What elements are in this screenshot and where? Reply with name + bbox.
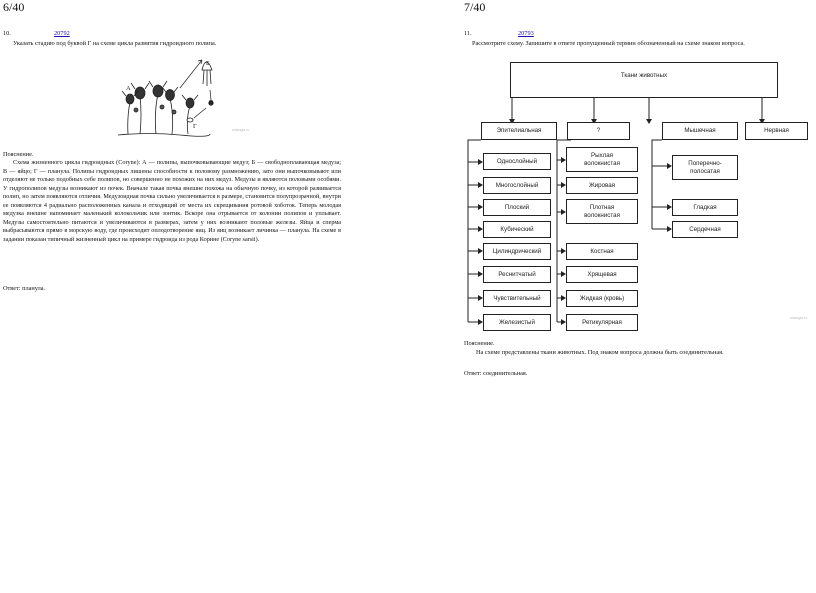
epithelial-item: Железистый xyxy=(483,314,551,331)
figure-label-b: Б xyxy=(206,60,210,67)
category-nervous: Нервная xyxy=(745,122,808,140)
question-number: 11. xyxy=(464,30,472,37)
epithelial-item: Плоский xyxy=(483,199,551,216)
explanation-title: Пояснение. xyxy=(464,340,495,347)
muscle-item: Поперечно- полосатая xyxy=(672,155,738,180)
muscle-item: Гладкая xyxy=(672,199,738,216)
epithelial-item: Кубический xyxy=(483,221,551,238)
question-prompt: Рассмотрите схему. Запишите в ответе пропущенный термин обозначенный на схеме знаком вопроса. xyxy=(472,40,745,47)
connective-item: Ретикулярная xyxy=(566,314,638,331)
explanation-title: Пояснение. xyxy=(3,151,34,158)
epithelial-item: Чувствительный xyxy=(483,290,551,307)
watermark: sdamgia.ru xyxy=(790,316,808,320)
connective-item: Жидкая (кровь) xyxy=(566,290,638,307)
question-id-link[interactable]: 20792 xyxy=(54,30,70,37)
page-number: 7/40 xyxy=(464,0,486,14)
connective-item: Костная xyxy=(566,243,638,260)
epithelial-item: Однослойный xyxy=(483,153,551,170)
epithelial-item: Цилиндрический xyxy=(483,243,551,260)
category-epithelial: Эпителиальная xyxy=(481,122,557,140)
connective-item: Жировая xyxy=(566,177,638,194)
page-number: 6/40 xyxy=(3,0,25,14)
connective-item: Рыхлая волокнистая xyxy=(566,147,638,172)
question-number: 10. xyxy=(3,30,11,37)
category-muscle: Мышечная xyxy=(662,122,738,140)
muscle-item: Сердечная xyxy=(672,221,738,238)
answer: Ответ: планула. xyxy=(3,285,46,292)
epithelial-item: Многослойный xyxy=(483,177,551,194)
category-unknown: ? xyxy=(567,122,630,140)
explanation-text: Схема жизненного цикла гидроидных (Corуne): А — полипы, выпочковывающие медуз; Б — свободноплавающая медуза; В — яйцо; Г — планула. Полипы гидроидных лишены способности к половому размножению, зато они выпочковывают или отделяют не только подобных себе полипов, но совершенно не похожих на них медуз. Медузы и являются половыми особями. У гидрополипов медузы возникают из почек. Вначале такая почка внешне похожа на обычную почку, из которой развивается полип, но затем появляются отличия. Медузоидная почка сильно увеличивается в размере, становится полупрозрачной, внутри ее появляются 4 радиально расположенных канала и отходящий от места их скрещивания ротовой хоботок. Теперь молодая медузка внешне напоминает маленький колокольчик или зонтик. Вскоре она отрывается от колонии полипов и уплывает. Медузы самостоятельно питаются и увеличиваются в размерах, затем у них возникают половые железы. Яйца и сперма выбрасываются прямо в морскую воду, где происходит оплодотворение яиц. Из яиц возникает личинка — планула. На схеме в задании показан типичный жизненный цикл на примере гидроида из рода Коринe (Coryne sarsii). xyxy=(3,159,341,243)
question-prompt: Указать стадию под буквой Г на схеме цикла развития гидроидного полипа. xyxy=(13,40,217,47)
question-id-link[interactable]: 20793 xyxy=(518,30,534,37)
diagram-root: Ткани животных xyxy=(510,62,778,98)
connective-item: Плотная волокнистая xyxy=(566,199,638,224)
figure-label-a: А xyxy=(126,85,131,92)
explanation-text: На схеме представлены ткани животных. Под знаком вопроса должна быть соединительная. xyxy=(476,349,724,356)
figure-label-g: Г xyxy=(193,123,197,130)
watermark: sdamgia.ru xyxy=(232,128,250,132)
connective-item: Хрящевая xyxy=(566,266,638,283)
answer: Ответ: соединительная. xyxy=(464,370,528,377)
epithelial-item: Реснитчатый xyxy=(483,266,551,283)
figure-label-v: В xyxy=(209,99,214,106)
